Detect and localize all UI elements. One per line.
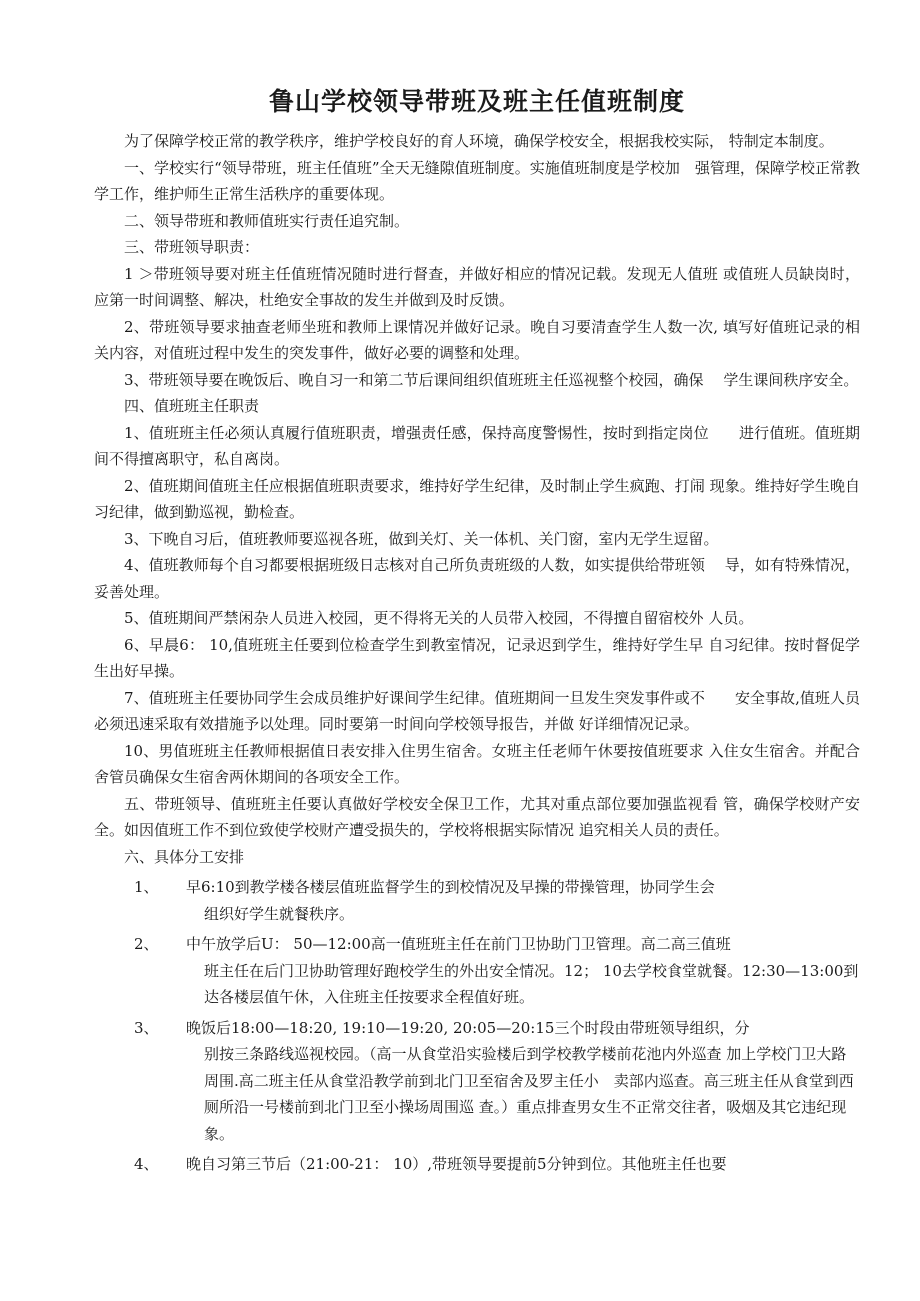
- schedule-item-number: 4、: [134, 1155, 159, 1173]
- intro-paragraph: 为了保障学校正常的教学秩序，维护学校良好的育人环境，确保学校安全，根据我校实际， 特制定本制度。: [124, 132, 834, 150]
- schedule-item-number: 2、: [134, 935, 159, 953]
- teacher-duty-2: 2、值班期间值班主任应根据值班职责要求，维持好学生纪律，及时制止学生疯跑、打闹 现象。维持好学生晚自习纪律，做到勤巡视，勤检查。: [94, 476, 860, 521]
- teacher-duty-10: 10、男值班班主任教师根据值日表安排入住男生宿舍。女班主任老师午休要按值班要求 入住女生宿舍。并配合舍管员确保女生宿舍两休期间的各项安全工作。: [94, 741, 860, 786]
- section-3-heading: 三、带班领导职责：: [124, 238, 260, 256]
- schedule-item-first-line: 晚饭后18:00—18:20, 19:10—19:20, 20:05—20:15三个时段由带班领导组织，分: [186, 1018, 750, 1037]
- teacher-duty-3: 3、下晚自习后，值班教师要巡视各班，做到关灯、关一体机、关门窗，室内无学生逗留。: [124, 529, 719, 548]
- section-4-heading: 四、值班班主任职责: [124, 397, 260, 415]
- schedule-item-first-line: 中午放学后U： 50—12:00高一值班班主任在前门卫协助门卫管理。高二高三值班: [186, 935, 731, 953]
- teacher-duty-1: 1、值班班主任必须认真履行值班职责，增强责任感，保持高度警惕性，按时到指定岗位 进行值班。值班期间不得擅离职守，私自离岗。: [94, 423, 860, 468]
- schedule-item-continuation: 组织好学生就餐秩序。: [204, 904, 355, 923]
- schedule-item-2: [94, 931, 860, 1011]
- document-page: [94, 82, 860, 1182]
- leader-duty-1: 1 ＞带班领导要对班主任值班情况随时进行督查，并做好相应的情况记载。发现无人值班 或值班人员缺岗时，应第一时间调整、解决，杜绝安全事故的发生并做到及时反馈。: [94, 264, 860, 309]
- schedule-item-first-line: 晚自习第三节后（21:00-21： 10）,带班领导要提前5分钟到位。其他班主任也要: [186, 1155, 727, 1173]
- section-6-heading: 六、具体分工安排: [124, 847, 245, 866]
- schedule-item-continuation: 别按三条路线巡视校园。（高一从食堂沿实验楼后到学校教学楼前花池内外巡查 加上学校门卫大路周围.高二班主任从食堂沿教学前到北门卫至宿舍及罗主任小 卖部内巡查。高三班主任从食堂到西厕所沿一号楼前到北门卫至小操场周围巡 查。）重点排查男女生不正常交往者，吸烟及其它违纪现象。: [204, 1045, 854, 1143]
- schedule-item-continuation: 班主任在后门卫协助管理好跑校学生的外出安全情况。12； 10去学校食堂就餐。12:30—13:00到达各楼层值午休，入住班主任按要求全程值好班。: [204, 961, 859, 1006]
- leader-duty-2: 2、带班领导要求抽查老师坐班和教师上课情况并做好记录。晚自习要清查学生人数一次, 填写好值班记录的相关内容，对值班过程中发生的突发事件，做好必要的调整和处理。: [94, 317, 860, 362]
- schedule-item-number: 3、: [134, 1018, 159, 1037]
- section-2-paragraph: 二、领导带班和教师值班实行责任追究制。: [124, 211, 410, 230]
- schedule-item-4: [94, 1151, 860, 1178]
- teacher-duty-6: 6、早晨6： 10,值班班主任要到位检查学生到教室情况，记录迟到学生，维持好学生早 自习纪律。按时督促学生出好早操。: [94, 635, 860, 680]
- teacher-duty-4: 4、值班教师每个自习都要根据班级日志核对自己所负责班级的人数，如实提供给带班领 导，如有特殊情况，妥善处理。: [94, 556, 860, 601]
- schedule-item-3: [94, 1015, 860, 1148]
- section-5-paragraph: 五、带班领导、值班班主任要认真做好学校安全保卫工作，尤其对重点部位要加强监视看 管，确保学校财产安全。如因值班工作不到位致使学校财产遭受损失的，学校将根据实际情况 追究相关人员的责任。: [94, 794, 860, 839]
- teacher-duty-7: 7、值班班主任要协同学生会成员维护好课间学生纪律。值班期间一旦发生突发事件或不 安全事故,值班人员必须迅速采取有效措施予以处理。同时要第一时间向学校领导报告，并做 好详细情况记录。: [94, 688, 860, 733]
- teacher-duty-5: 5、值班期间严禁闲杂人员进入校园，更不得将无关的人员带入校园，不得擅自留宿校外 人员。: [124, 609, 754, 627]
- schedule-item-1: [94, 874, 860, 927]
- schedule-item-number: 1、: [134, 878, 159, 896]
- schedule-item-first-line: 早6:10到教学楼各楼层值班监督学生的到校情况及早操的带操管理，协同学生会: [186, 878, 715, 896]
- leader-duty-3: 3、带班领导要在晚饭后、晚自习一和第二节后课间组织值班班主任巡视整个校园，确保 学生课间秩序安全。: [124, 370, 859, 389]
- section-1-paragraph: 一、学校实行“领导带班，班主任值班”全天无缝隙值班制度。实施值班制度是学校加 强管理，保障学校正常教学工作，维护师生正常生活秩序的重要体现。: [94, 158, 860, 203]
- document-title: 鲁山学校领导带班及班主任值班制度: [268, 87, 685, 116]
